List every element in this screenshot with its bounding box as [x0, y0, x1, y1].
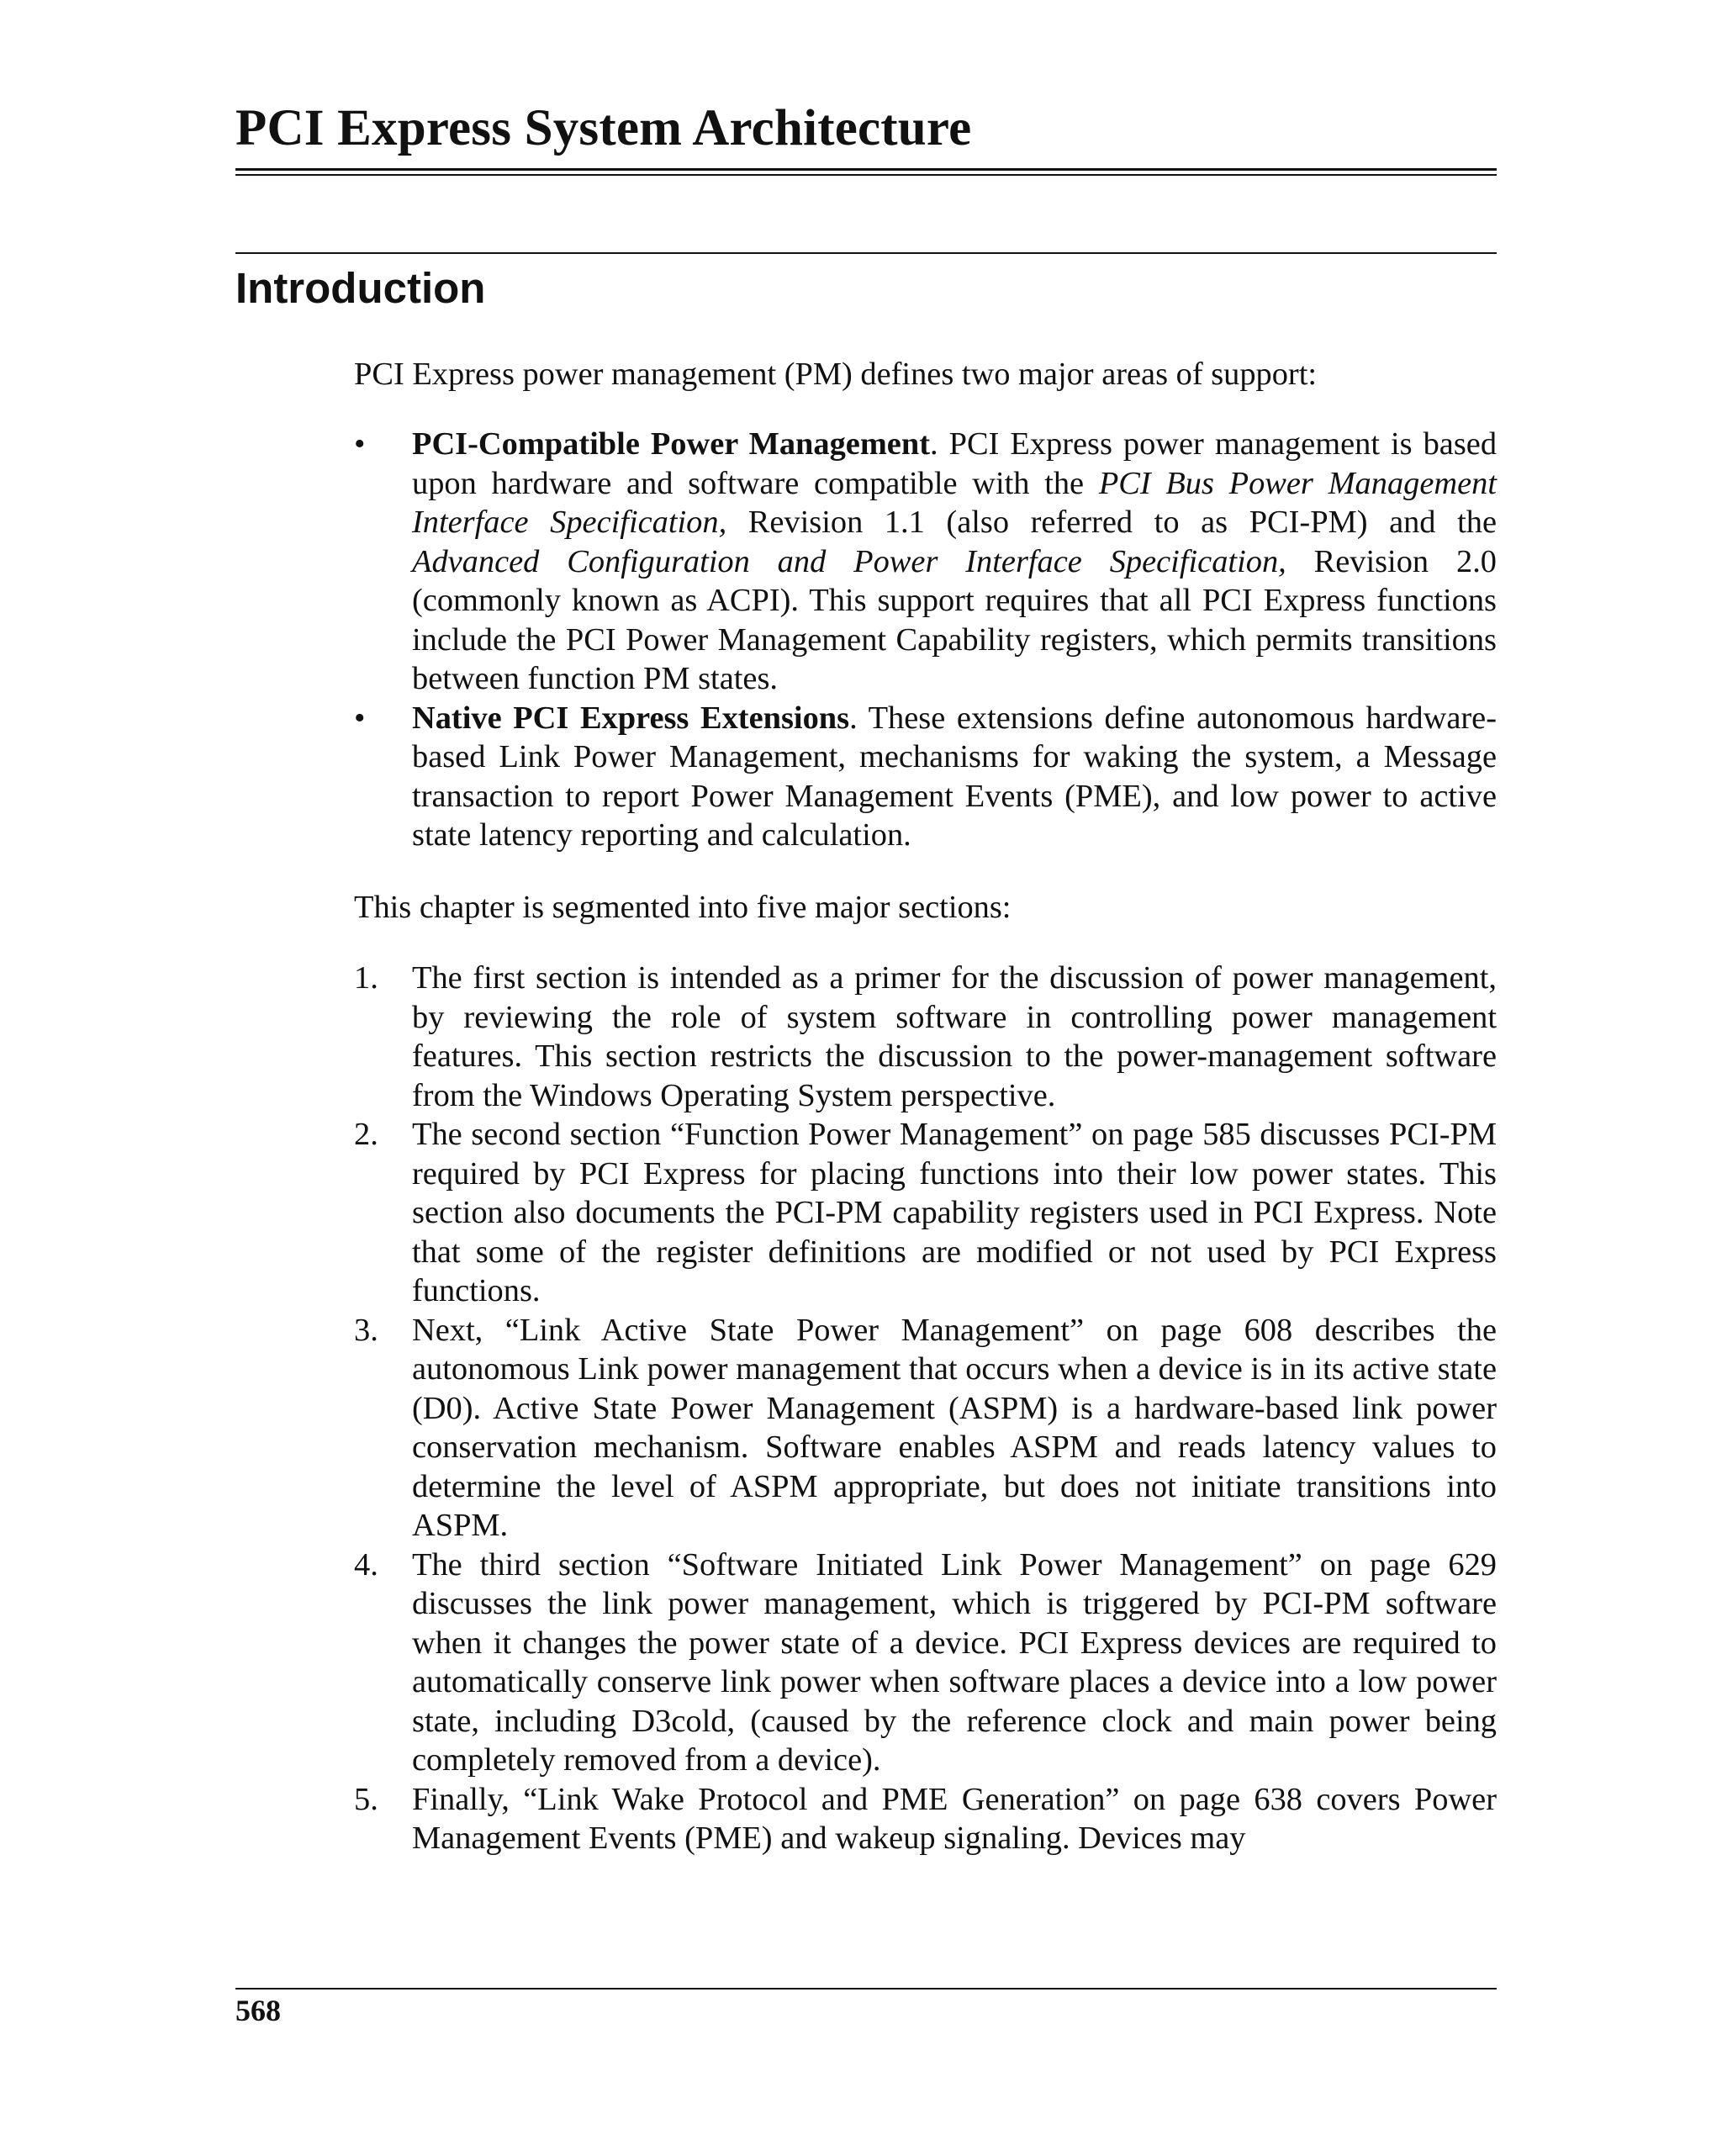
bullet-lead-term: PCI-Compatible Power Management	[412, 426, 930, 462]
bullet-text: . PCI Express power management is based upon hardware and software compatible with the	[412, 426, 1498, 501]
section-rule	[235, 252, 1497, 254]
sections-intro-paragraph: This chapter is segmented into five major sections:	[354, 890, 1012, 925]
list-item-text: The second section “Function Power Management” on page 585 discusses PCI-PM required by PCI Express for placing functions into their low power states. This section also documents the PCI-PM capability registers used in PCI Express. Note that some of the register definitions are modified or not used by PCI Express functions.	[412, 1117, 1497, 1308]
list-item	[354, 959, 1497, 1115]
list-item	[354, 1311, 1497, 1546]
bullet-lead-term: Native PCI Express Extensions	[412, 700, 850, 736]
list-item	[354, 699, 1497, 855]
list-item-text: The third section “Software Initiated Link Power Management” on page 629 discusses the link power management, which is triggered by PCI-PM software when it changes the power state of a device. PCI Express devices are required to automatically conserve link power when software places a device into a low power state, including D3cold, (caused by the reference clock and main power being completely removed from a device).	[412, 1546, 1497, 1778]
chapter-sections-list	[354, 959, 1497, 1858]
list-item	[354, 1115, 1497, 1311]
header-rule-thin	[235, 174, 1497, 176]
list-item	[354, 1546, 1497, 1780]
list-item-text: Finally, “Link Wake Protocol and PME Generation” on page 638 covers Power Management Events (PME) and wakeup signaling. Devices may	[412, 1781, 1497, 1856]
section-heading: Introduction	[235, 264, 486, 312]
bullet-marker: •	[354, 700, 366, 736]
list-number: 2.	[354, 1117, 378, 1152]
spec-title: Advanced Configuration and Power Interface Specification,	[412, 543, 1286, 579]
list-number: 4.	[354, 1546, 378, 1583]
list-number: 5.	[354, 1781, 378, 1817]
footer-rule	[235, 1988, 1497, 1990]
intro-paragraph: PCI Express power management (PM) defines two major areas of support:	[354, 357, 1318, 392]
list-item	[354, 1780, 1497, 1858]
bullet-text: Revision 1.1 (also referred to as PCI-PM) and the	[726, 505, 1497, 540]
support-areas-list	[354, 425, 1497, 855]
bullet-text: . These extensions define autonomous hardware-based Link Power Management, mechanisms for waking the system, a Message transaction to report Power Management Events (PME), and low power to active state latency reporting and calculation.	[412, 700, 1497, 853]
spec-title: PCI Bus Power Management Interface Specification,	[412, 465, 1497, 540]
bullet-marker: •	[354, 426, 366, 462]
page-number: 568	[235, 1994, 281, 2027]
list-item	[354, 425, 1497, 699]
list-number: 3.	[354, 1312, 378, 1348]
list-item-text: Next, “Link Active State Power Management” on page 608 describes the autonomous Link power management that occurs when a device is in its active state (D0). Active State Power Management (ASPM) is a hardware-based link power conservation mechanism. Software enables ASPM and reads latency values to determine the level of ASPM appropriate, but does not initiate transitions into ASPM.	[412, 1312, 1497, 1543]
header-rule-thick	[235, 168, 1497, 171]
list-item-text: The first section is intended as a primer for the discussion of power management, by reviewing the role of system software in controlling power management features. This section restricts the discussion to the power-management software from the Windows Operating System perspective.	[412, 960, 1497, 1113]
bullet-text: Revision 2.0 (commonly known as ACPI). This support requires that all PCI Express functions include the PCI Power Management Capability registers, which permits transitions between function PM states.	[412, 543, 1497, 696]
list-number: 1.	[354, 960, 378, 996]
running-head-title: PCI Express System Architecture	[235, 100, 972, 156]
